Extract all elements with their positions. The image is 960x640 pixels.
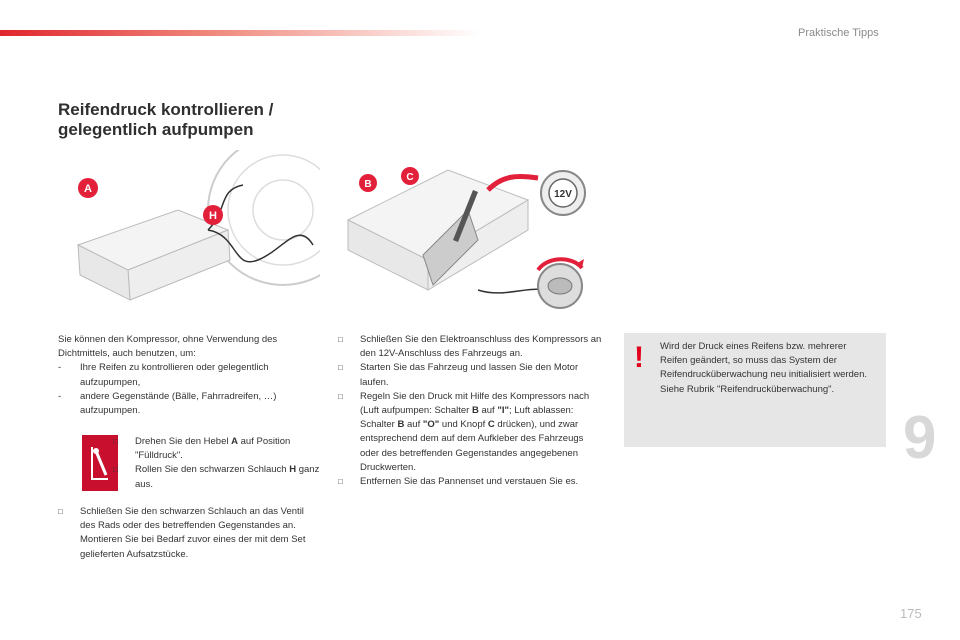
header-accent-bar <box>0 30 480 36</box>
socket-cover-illustration <box>530 248 590 313</box>
intro-list-item: - Ihre Reifen zu kontrollieren oder gelegentlich aufzupumpen, <box>58 362 269 388</box>
label-12v: 12V <box>554 189 572 200</box>
note-reference: Siehe Rubrik "Reifendrucküberwachung". <box>660 383 835 395</box>
12v-socket-illustration <box>538 168 588 218</box>
page-title-line2: gelegentlich aufpumpen <box>58 120 254 139</box>
step-item: □ Schließen Sie den Elektroanschluss des Kompressors an den 12V-Anschluss des Fahrzeugs an. <box>338 334 602 360</box>
intro-text-block <box>58 333 318 418</box>
operation-steps <box>338 333 602 489</box>
compressor-wheel-illustration <box>58 150 320 305</box>
label-c: C <box>406 172 414 183</box>
warning-icon: ! <box>634 341 644 374</box>
step-item: □ Drehen Sie den Hebel A auf Position "Fülldruck". <box>113 436 291 462</box>
page-title-line1: Reifendruck kontrollieren / <box>58 100 274 119</box>
step-item: □ Regeln Sie den Druck mit Hilfe des Kompressors nach (Luft aufpumpen: Schalter B auf "I"; Luft ablassen: Schalter B auf "O" und Knopf C drücken), und zwar entsprechend dem auf dem Aufkleber des Fahrzeugs oder des betreffenden Gegenstandes angegebenen Druckwerten. <box>338 390 590 473</box>
label-b: B <box>364 179 372 190</box>
section-title: Praktische Tipps <box>798 27 879 39</box>
step-item: □ Starten Sie das Fahrzeug und lassen Sie den Motor laufen. <box>338 362 579 388</box>
label-a: A <box>84 183 92 195</box>
page-number: 175 <box>900 606 922 621</box>
intro-paragraph: Sie können den Kompressor, ohne Verwendung des Dichtmittels, auch benutzen, um: <box>58 334 278 360</box>
hose-connect-step <box>58 505 320 562</box>
warning-note <box>624 333 886 447</box>
step-item: □ Rollen Sie den schwarzen Schlauch H ganz aus. <box>113 464 320 490</box>
step-item: □ Schließen Sie den schwarzen Schlauch an das Ventil des Rads oder des betreffenden Gegenstandes an. Montieren Sie bei Bedarf zuvor eines der mit dem Set gelieferten Aufsatzstücke. <box>58 506 306 560</box>
lever-hose-steps <box>113 435 321 492</box>
page-title <box>58 100 273 140</box>
intro-list-item: - andere Gegenstände (Bälle, Fahrradreifen, …) aufzupumpen. <box>58 390 277 417</box>
step-item: □ Entfernen Sie das Pannenset und verstauen Sie es. <box>338 476 579 488</box>
label-h: H <box>209 210 217 222</box>
note-text: Wird der Druck eines Reifens bzw. mehrerer Reifen geändert, so muss das System der Reifendrucküberwachung neu initialisiert werden. <box>660 341 868 381</box>
chapter-number: 9 <box>903 404 937 471</box>
